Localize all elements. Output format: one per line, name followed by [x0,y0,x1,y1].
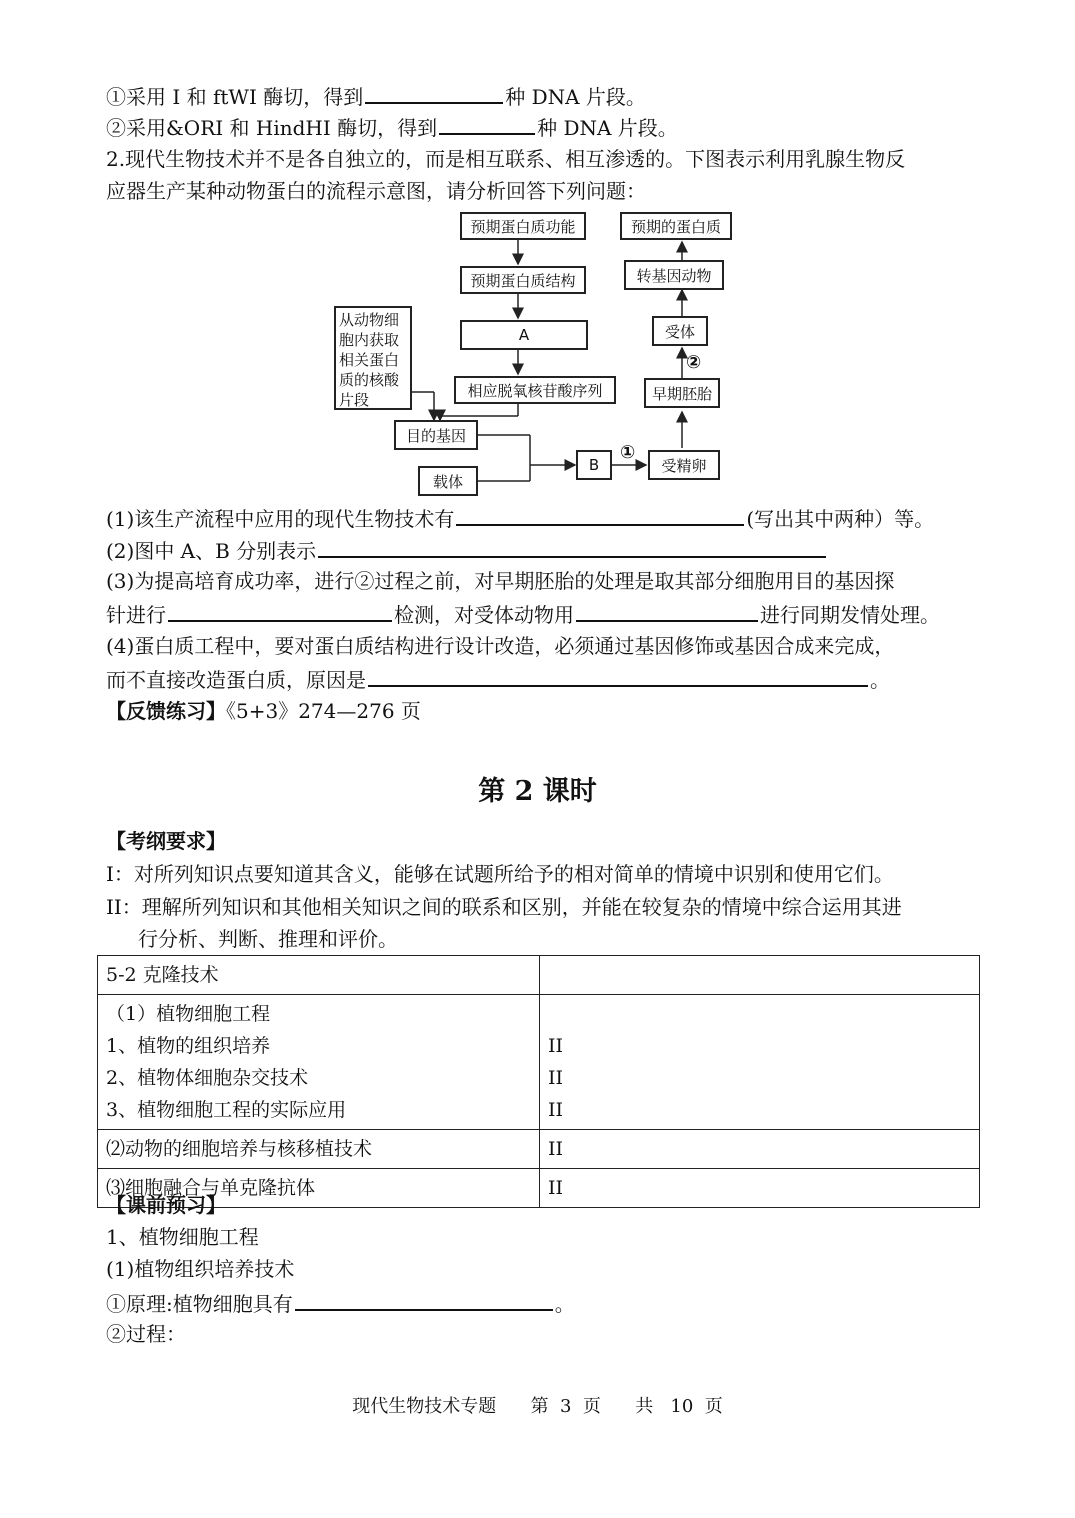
cell-text: II [548,1067,564,1089]
q1-line1-suffix: 种 DNA 片段。 [505,85,646,109]
requirement-i: I：对所列知识点要知道其含义，能够在试题所给予的相对简单的情境中识别和使用它们。 [106,862,894,886]
cell-text: 1、植物的组织培养 [106,1035,271,1057]
table-cell [540,1130,980,1169]
box-early-embryo: 早期胚胎 [644,378,720,408]
cell-text: 3、植物细胞工程的实际应用 [106,1099,347,1121]
requirement-ii-line2: 行分析、判断、推理和评价。 [138,927,398,951]
preview-item-1-1: (1)植物组织培养技术 [106,1257,295,1281]
q2-intro-line1: 2.现代生物技术并不是各自独立的，而是相互联系、相互渗透的。下图表示利用乳腺生物反 [106,147,906,171]
principle-suffix: 。 [554,1292,575,1316]
cell-text: II [548,1099,564,1121]
table-cell [98,995,540,1130]
box-expected-function: 预期蛋白质功能 [460,212,586,240]
answer-blank[interactable] [456,504,744,526]
answer-blank[interactable] [295,1289,553,1311]
box-vector: 载体 [418,466,478,496]
principle-text: ①原理:植物细胞具有 [106,1292,293,1316]
cell-text: II [548,1177,564,1199]
question-3-suffix: 进行同期发情处理。 [760,603,940,627]
question-4-suffix: 。 [870,668,890,692]
cell-text: （1）植物细胞工程 [106,1003,271,1025]
question-3-text: 针进行 [106,603,166,627]
table-cell [540,1169,980,1208]
answer-blank[interactable] [365,82,503,104]
box-recipient: 受体 [652,316,708,346]
answer-blank[interactable] [318,536,826,558]
question-3-line2 [106,600,940,628]
question-3-mid: 检测，对受体动物用 [394,603,574,627]
table-cell [98,956,540,995]
cell-text: ⑵动物的细胞培养与核移植技术 [106,1138,373,1160]
q2-intro-line2: 应器生产某种动物蛋白的流程示意图，请分析回答下列问题： [106,179,646,203]
question-1-text: (1)该生产流程中应用的现代生物技术有 [106,507,455,531]
preview-principle [106,1289,575,1317]
answer-blank[interactable] [576,600,758,622]
preview-process: ②过程： [106,1322,186,1346]
question-2-text: (2)图中 A、B 分别表示 [106,539,317,563]
flow-diagram [330,206,740,501]
box-expected-protein: 预期的蛋白质 [620,212,732,240]
page-footer: 现代生物技术专题 第 3 页 共 10 页 [352,1396,723,1417]
table-row [98,956,980,995]
requirements-table [97,955,980,1208]
question-4-line2 [106,665,890,693]
table-row [98,1130,980,1169]
feedback-line [106,698,421,724]
answer-blank[interactable] [168,600,392,622]
q1-line2-suffix: 种 DNA 片段。 [537,116,678,140]
lesson-title: 第 2 课时 [478,776,597,807]
answer-blank[interactable] [368,665,868,687]
q1-line2-text: ②采用&ORI 和 HindHI 酶切，得到 [106,116,438,140]
table-cell [540,956,980,995]
question-2 [106,536,828,564]
question-4-line1: (4)蛋白质工程中，要对蛋白质结构进行设计改造，必须通过基因修饰或基因合成来完成， [106,634,895,658]
answer-blank[interactable] [439,113,535,135]
cell-text: 5-2 克隆技术 [106,964,219,986]
table-cell [98,1130,540,1169]
question-3-line1: (3)为提高培育成功率，进行②过程之前，对早期胚胎的处理是取其部分细胞用目的基因探 [106,569,895,593]
preview-heading: 【课前预习】 [106,1193,226,1217]
box-b: B [576,450,612,480]
box-target-gene: 目的基因 [394,420,478,450]
requirements-heading: 【考纲要求】 [106,829,226,853]
question-4-text: 而不直接改造蛋白质，原因是 [106,668,366,692]
box-a: A [460,320,588,350]
cell-text: II [548,1035,564,1057]
feedback-label: 【反馈练习】 [106,699,226,723]
step2-label: ② [686,352,702,373]
cell-text: II [548,1138,564,1160]
box-expected-structure: 预期蛋白质结构 [460,266,586,294]
cell-text: ⑶细胞融合与单克隆抗体 [106,1177,316,1199]
preview-item-1: 1、植物细胞工程 [106,1225,259,1249]
feedback-text: 《5+3》274—276 页 [226,699,421,723]
q1-line2 [106,113,678,141]
box-from-cell: 从动物细胞内获取相关蛋白质的核酸片段 [334,306,412,410]
question-1-suffix: (写出其中两种）等。 [746,507,935,531]
box-transgenic-animal: 转基因动物 [624,260,724,290]
q1-line1-text: ①采用 I 和 ftWI 酶切，得到 [106,85,364,109]
step1-label: ① [620,442,636,463]
table-cell [540,995,980,1130]
box-dna-sequence: 相应脱氧核苷酸序列 [454,376,616,404]
table-row [98,995,980,1130]
cell-text: 2、植物体细胞杂交技术 [106,1067,309,1089]
cell-text [548,998,971,1030]
question-1 [106,504,934,532]
q1-line1 [106,82,646,110]
box-fertilized-egg: 受精卵 [648,450,720,480]
requirement-ii-line1: II：理解所列知识和其他相关知识之间的联系和区别，并能在较复杂的情境中综合运用其进 [106,895,902,919]
table-row [98,1169,980,1208]
